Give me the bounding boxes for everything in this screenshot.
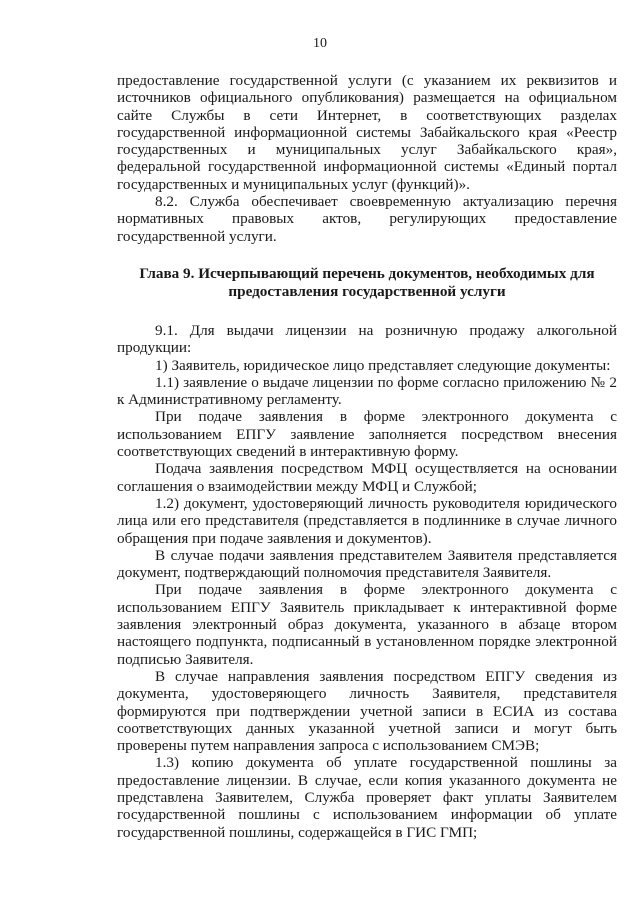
paragraph-mfc: Подача заявления посредством МФЦ осуществляется на основании соглашения о взаимодействии между МФЦ и Службой; (117, 460, 617, 495)
paragraph-item-1-2: 1.2) документ, удостоверяющий личность руководителя юридического лица или его представителя (представляется в подлиннике в случае личного обращения при подаче заявления и документов). (117, 494, 617, 547)
document-body (117, 72, 617, 841)
page-number: 10 (313, 36, 327, 51)
paragraph-item-1-1: 1.1) заявление о выдаче лицензии по форме согласно приложению № 2 к Административному регламенту. (117, 373, 617, 409)
paragraph-esia: В случае направления заявления посредством ЕПГУ сведения из документа, удостоверяющего личность Заявителя, представителя формируются при подтверждении учетной записи в ЕСИА из состава соответствующих данных указанной учетной записи и могут быть проверены путем направления запроса с использованием СМЭВ; (117, 667, 617, 755)
paragraph-epgu-form: При подаче заявления в форме электронного документа с использованием ЕПГУ заявление заполняется посредством внесения соответствующих сведений в интерактивную форму. (117, 408, 617, 461)
paragraph-epgu-attachment: При подаче заявления в форме электронного документа с использованием ЕПГУ Заявитель прикладывает к интерактивной форме заявления электронный образ документа, указанного в абзаце втором настоящего подпункта, подписанный в установленном порядке электронной подписью Заявителя. (117, 581, 617, 668)
paragraph-continuation: предоставление государственной услуги (с указанием их реквизитов и источников официального опубликования) размещается на официальном сайте Службы в сети Интернет, в соответствующих разделах государственной информационной системы Забайкальского края «Реестр государственных и муниципальных услуг Забайкальского края», федеральной государственной информационной системы «Единый портал государственных и муниципальных услуг (функций)». (117, 72, 617, 193)
paragraph-representative: В случае подачи заявления представителем Заявителя представляется документ, подтверждающий полномочия представителя Заявителя. (117, 546, 617, 582)
paragraph-8-2: 8.2. Служба обеспечивает своевременную актуализацию перечня нормативных правовых актов, регулирующих предоставление государственной услуги. (117, 193, 617, 245)
paragraph-item-1-3: 1.3) копию документа об уплате государственной пошлины за предоставление лицензии. В случае, если копия указанного документа не представлена Заявителем, Служба проверяет факт уплаты Заявителем государственной пошлины с использованием информации об уплате государственной пошлины, содержащейся в ГИС ГМП; (117, 754, 617, 841)
chapter-heading: Глава 9. Исчерпывающий перечень документов, необходимых для предоставления государственной услуги (139, 264, 595, 300)
paragraph-9-1: 9.1. Для выдачи лицензии на розничную продажу алкогольной продукции: (117, 321, 617, 357)
paragraph-item-1: 1) Заявитель, юридическое лицо представляет следующие документы: (155, 356, 611, 374)
